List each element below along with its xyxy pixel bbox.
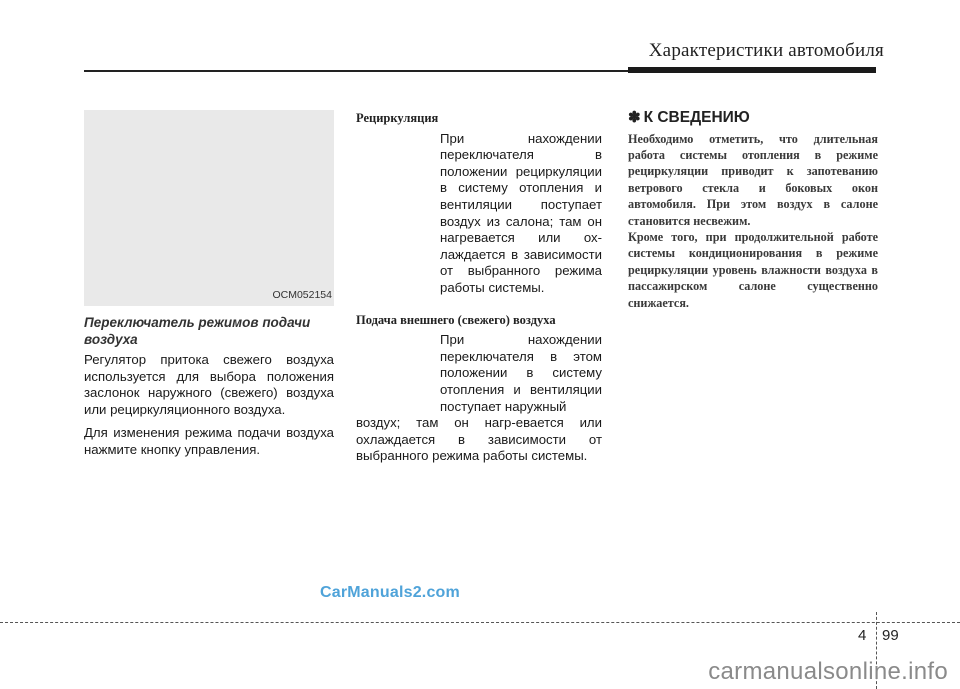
note-title: К СВЕДЕНИЮ [643, 109, 750, 126]
note-heading [628, 110, 878, 127]
header-rule-accent [628, 67, 876, 73]
recirculation-heading: Рециркуляция [356, 111, 439, 125]
page-number: 99 [882, 627, 899, 644]
footer-divider [0, 622, 960, 623]
column-middle [356, 110, 602, 465]
column-left [84, 110, 334, 459]
note-paragraph: Кроме того, при продолжительной работе системы кондиционирования в режиме рециркуляции уровень влажности воздуха в пассажирском салоне существенно снижается. [628, 230, 878, 310]
fresh-air-heading: Подача внешнего (свежего) воздуха [356, 312, 556, 327]
note-paragraph: Необходимо отметить, что длительная работа системы отопления в режиме рециркуляции приводит к запотеванию ветрового стекла и боковых окон автомобиля. При этом воздух в салоне становится несвежим. [628, 131, 878, 228]
asterisk-icon: ✽ [628, 109, 641, 126]
recirculation-text: При нахождении переключателя в положении рециркуляции в систему отопления и вентиляции поступает воздух из салона; там он нагревается или ох-лаждается в зависимости от выбранного режима работы системы. [440, 130, 602, 295]
figure-image [84, 110, 334, 306]
paragraph: Для изменения режима подачи воздуха нажмите кнопку управления. [84, 425, 334, 457]
fresh-air-text-continued: воздух; там он нагр-евается или охлаждается в зависимости от выбранного режима работы системы. [356, 415, 602, 464]
column-right [628, 110, 878, 311]
section-title: Характеристики автомобиля [648, 40, 884, 61]
paragraph: Регулятор притока свежего воздуха используется для выбора положения заслонок наружного (свежего) воздуха или рециркуляционного воздуха. [84, 352, 334, 417]
footer-watermark[interactable]: carmanualsonline.info [708, 658, 948, 685]
subsection-title: Переключатель режимов подачи воздуха [84, 315, 311, 347]
figure-caption: OCM052154 [272, 289, 332, 302]
chapter-number: 4 [858, 627, 867, 644]
fresh-air-text: При нахождении переключателя в этом положении в систему отопления и вентиляции поступает наружный [440, 332, 602, 414]
watermark-link[interactable]: CarManuals2.com [320, 584, 460, 601]
